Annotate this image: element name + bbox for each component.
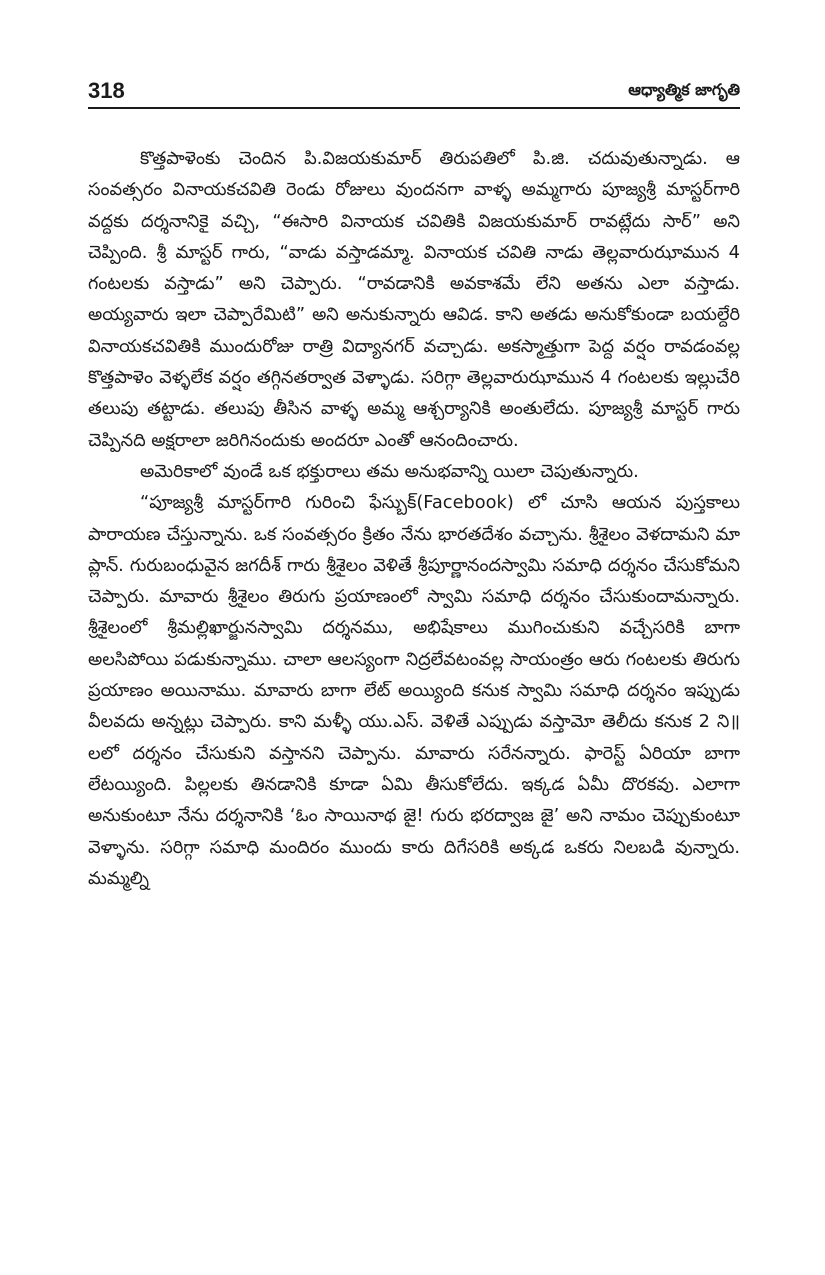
paragraph-devotee-experience: “పూజ్యశ్రీ మాస్టర్‌గారి గురించి ఫేస్బుక్(Facebook) లో చూసి ఆయన పుస్తకాలు పారాయణ చేస్తున్నాను. ఒక సంవత్సరం క్రితం నేను భారతదేశం వచ్చాను. శ్రీశైలం వెళదామని మా ప్లాన్. గురుబంధువైన జగదీశ్ గారు శ్రీశైలం వెళితే శ్రీపూర్ణానందస్వామి సమాధి దర్శనం చేసుకోమని చెప్పారు. మావారు శ్రీశైలం తిరుగు ప్రయాణంలో స్వామి సమాధి దర్శనం చేసుకుందామన్నారు. శ్రీశైలంలో శ్రీమల్లిఖార్జునస్వామి దర్శనము, అభిషేకాలు ముగించుకుని వచ్చేసరికి బాగా అలసిపోయి పడుకున్నాము. చాలా ఆలస్యంగా నిద్రలేవటంవల్ల సాయంత్రం ఆరు గంటలకు తిరుగు ప్రయాణం అయినాము. మావారు బాగా లేట్ అయ్యింది కనుక స్వామి సమాధి దర్శనం ఇప్పుడు వీలవదు అన్నట్లు చెప్పారు. కాని మళ్ళీ యు.ఎస్. వెళితే ఎప్పుడు వస్తామో తెలీదు కనుక 2 ని॥లలో దర్శనం చేసుకుని వస్తానని చెప్పాను. మావారు సరేనన్నారు. ఫారెస్ట్ ఏరియా బాగా లేటయ్యింది. పిల్లలకు తినడానికి కూడా ఏమి తీసుకోలేదు. ఇక్కడ ఏమీ దొరకవు. ఎలాగా అనుకుంటూ నేను దర్శనానికి ‘ఓం సాయినాథ జై! గురు భరద్వాజ జై’ అని నామం చెప్పుకుంటూ వెళ్ళాను. సరిగ్గా సమాధి మందిరం ముందు కారు దిగేసరికి అక్కడ ఒకరు నిలబడి వున్నారు. మమ్మల్ని (88, 492, 740, 889)
paragraph-america-devotee-intro: అమెరికాలో వుండే ఒక భక్తురాలు తమ అనుభవాన్ని యిలా చెపుతున్నారు. (140, 460, 639, 482)
page-header (88, 76, 740, 106)
running-title: ఆధ్యాత్మిక జాగృతి (628, 80, 740, 99)
page-number: 318 (88, 78, 125, 103)
page-body (88, 143, 740, 894)
paragraph-vijayakumar-story: కొత్తపాళెంకు చెందిన పి.విజయకుమార్ తిరుపతిలో పి.జి. చదువుతున్నాడు. ఆ సంవత్సరం వినాయకచవితి రెండు రోజులు వుందనగా వాళ్ళ అమ్మగారు పూజ్యశ్రీ మాస్టర్‌గారి వద్దకు దర్శనానికై వచ్చి, “ఈసారి వినాయక చవితికి విజయకుమార్ రావట్లేదు సార్” అని చెప్పింది. శ్రీ మాస్టర్ గారు, “వాడు వస్తాడమ్మా. వినాయక చవితి నాడు తెల్లవారుఝామున 4 గంటలకు వస్తాడు” అని చెప్పారు. “రావడానికి అవకాశమే లేని అతను ఎలా వస్తాడు. అయ్యవారు ఇలా చెప్పారేమిటి” అని అనుకున్నారు ఆవిడ. కాని అతడు అనుకోకుండా బయల్దేరి వినాయకచవితికి ముందురోజు రాత్రి విద్యానగర్ వచ్చాడు. అకస్మాత్తుగా పెద్ద వర్షం రావడంవల్ల కొత్తపాళెం వెళ్ళలేక వర్షం తగ్గినతర్వాత వెళ్ళాడు. సరిగ్గా తెల్లవారుఝామున 4 గంటలకు ఇల్లుచేరి తలుపు తట్టాడు. తలుపు తీసిన వాళ్ళ అమ్మ ఆశ్చర్యానికి అంతులేదు. పూజ్యశ్రీ మాస్టర్ గారు చెప్పినది అక్షరాలా జరిగినందుకు అందరూ ఎంతో ఆనందించారు. (88, 148, 740, 451)
header-divider (88, 107, 740, 109)
